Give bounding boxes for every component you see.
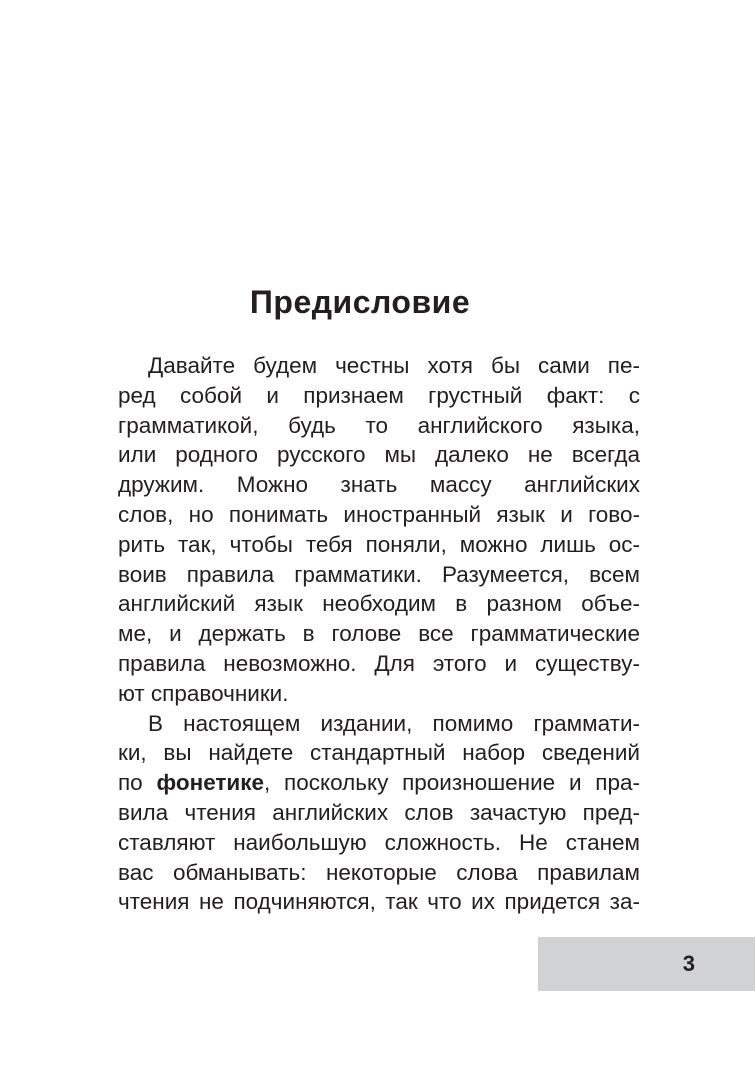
text-line: вас обманывать: некоторые слова правилам	[118, 859, 640, 885]
text-line: ки, вы найдете стандартный набор сведений	[118, 740, 640, 766]
text-span: , поскольку произношение и пра-	[264, 770, 640, 796]
body-text	[118, 351, 640, 917]
text-line: грамматикой, будь то английского языка,	[118, 412, 640, 438]
text-line: английский язык необходим в разном объе-	[118, 591, 640, 617]
text-line: ме, и держать в голове все грамматические	[118, 621, 640, 647]
text-line: вила чтения английских слов зачастую пред-	[118, 799, 640, 825]
bold-term: фонетике	[156, 770, 265, 796]
text-span: по	[118, 770, 157, 796]
text-line: слов, но понимать иностранный язык и гово-	[118, 501, 640, 527]
page-title: Предисловие	[249, 284, 471, 320]
page-number: 3	[682, 951, 695, 976]
text-line: Давайте будем честны хотя бы сами пе-	[148, 353, 640, 378]
text-line: правила невозможно. Для этого и существу-	[118, 650, 640, 676]
text-line: ставляют наибольшую сложность. Не станем	[118, 829, 640, 855]
text-line: ред собой и признаем грустный факт: с	[118, 382, 640, 408]
text-line	[118, 768, 640, 798]
text-line: воив правила грамматики. Разумеется, всем	[118, 561, 640, 587]
text-line: рить так, чтобы тебя поняли, можно лишь ос-	[118, 531, 640, 557]
text-line: дружим. Можно знать массу английских	[118, 472, 640, 498]
page-number-box	[538, 937, 755, 991]
text-line: чтения не подчиняются, так что их придется за-	[118, 889, 640, 915]
text-line: ют справочники.	[118, 680, 289, 706]
text-line: или родного русского мы далеко не всегда	[118, 442, 640, 468]
text-line: В настоящем издании, помимо граммати-	[148, 710, 640, 736]
